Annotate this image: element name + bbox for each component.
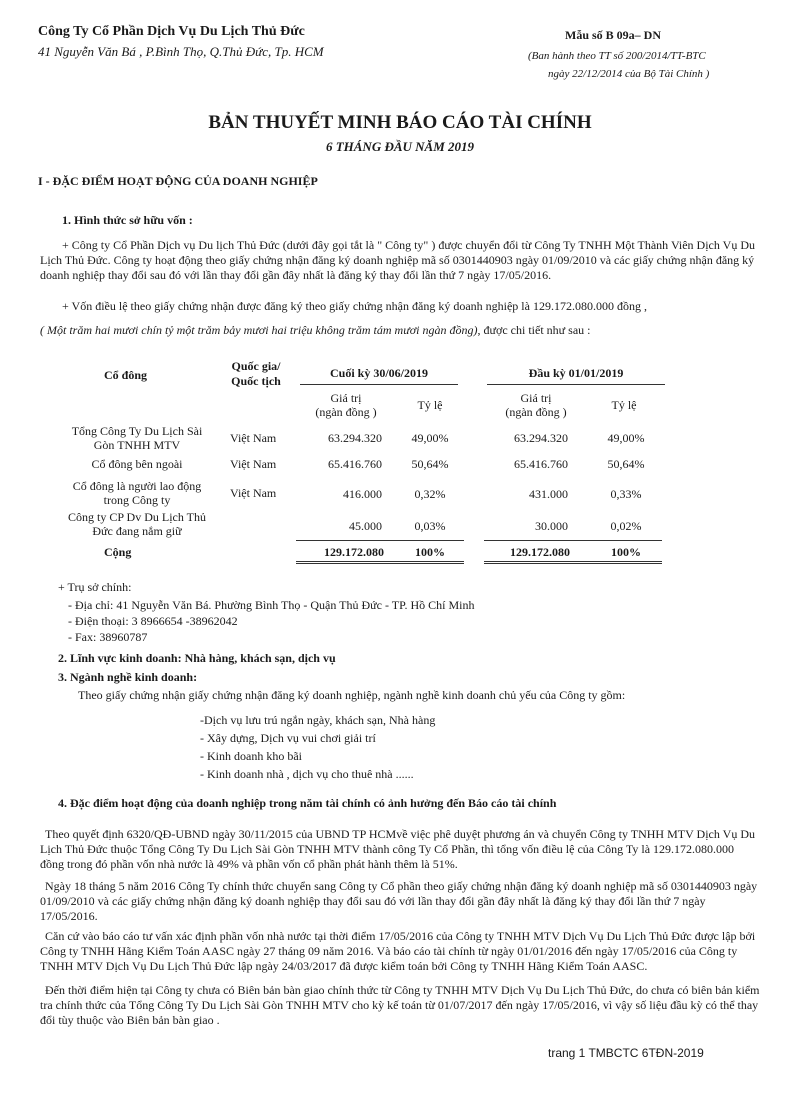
para-line: Lịch Thủ Đức thuộc Tổng Công Ty Du Lịch Sài Gòn TNHH MTV thành công Ty Cổ Phần, thì tổng vốn điều lệ của Công Ty là 129.172.080.000: [40, 842, 735, 856]
total-label: Cộng: [104, 545, 132, 559]
sub-value-1: Giá trị: [520, 391, 552, 405]
col-begin-underline: [487, 384, 665, 385]
table-row-end-ratio: 0,32%: [414, 487, 446, 501]
para-line: 17/05/2016.: [40, 909, 98, 923]
capital-detail-note: , được chi tiết như sau :: [477, 323, 591, 337]
table-row-name: Công ty CP Dv Du Lịch Thủ: [67, 510, 206, 524]
table-row-end-value: 45.000: [349, 519, 382, 533]
page-title: BẢN THUYẾT MINH BÁO CÁO TÀI CHÍNH: [208, 112, 592, 133]
para-line: Căn cứ vào báo cáo tư vấn xác định phần vốn nhà nước tại thời điểm 17/05/2016 của Công ty TNHH MTV Dịch Vụ Du Lịch Thủ Đức được lập bởi: [45, 929, 756, 943]
company-address: 41 Nguyễn Văn Bá , P.Bình Thọ, Q.Thủ Đức, Tp. HCM: [38, 44, 324, 59]
total-bottom-rule: [484, 561, 662, 564]
para-line: đổi tùy thuộc vào Biên bản bàn giao .: [40, 1013, 220, 1027]
ownership-heading: 1. Hình thức sở hữu vốn :: [62, 213, 193, 227]
office-phone: - Điện thoại: 3 8966654 -38962042: [68, 614, 238, 628]
table-row-begin-ratio: 49,00%: [607, 431, 645, 445]
col-begin-period: Đầu kỳ 01/01/2019: [528, 366, 624, 380]
sub-value-1: Giá trị: [330, 391, 362, 405]
table-row-end-ratio: 49,00%: [411, 431, 449, 445]
para-line: Công ty TNHH Hãng Kiểm Toán AASC ngày 27 tháng 09 năm 2016. Và báo cáo tài chính từ ngày 01/01/2016 đến ngày 17/05/2016 của Công ty: [40, 944, 738, 958]
total-bottom-rule: [296, 561, 464, 564]
list-item: - Kinh doanh kho bãi: [200, 749, 302, 763]
office-address: - Địa chỉ: 41 Nguyễn Văn Bá. Phường Bình Thọ - Quận Thủ Đức - TP. Hồ Chí Minh: [68, 598, 475, 612]
table-row-end-ratio: 50,64%: [411, 457, 449, 471]
table-row-end-value: 63.294.320: [328, 431, 382, 445]
total-begin-ratio: 100%: [611, 545, 641, 559]
table-row-begin-value: 63.294.320: [514, 431, 568, 445]
table-row-name: Gòn TNHH MTV: [93, 438, 181, 452]
page-footer: trang 1 TMBCTC 6TĐN-2019: [548, 1046, 704, 1060]
para-line: Đến thời điểm hiện tại Công ty chưa có Biên bản bàn giao chính thức từ Công ty TNHH MTV Dịch Vụ Du Lịch Thủ Đức, do chưa có biên bản kiểm: [45, 983, 760, 997]
section-4-heading: 4. Đặc điểm hoạt động của doanh nghiệp trong năm tài chính có ảnh hưởng đến Báo cáo tài chính: [58, 796, 557, 810]
table-row-name: Tổng Công Ty Du Lịch Sài: [71, 424, 203, 438]
col-country-2: Quốc tịch: [231, 374, 281, 388]
business-field: 2. Lĩnh vực kinh doanh: Nhà hàng, khách sạn, dịch vụ: [58, 651, 336, 665]
table-row-begin-value: 431.000: [529, 487, 568, 501]
charter-capital-words: [40, 323, 590, 338]
total-end-ratio: 100%: [415, 545, 445, 559]
para-line: 01/09/2010 và các giấy chứng nhận đăng ký doanh nghiệp thay đổi sau đó với lần thay đổi gần đây nhất là đăng ký thay đổi lần thứ 7 ngày: [40, 894, 706, 908]
capital-in-words: ( Một trăm hai mươi chín tỷ một trăm bảy mươi hai triệu không trăm tám mươi ngàn đồng): [40, 323, 478, 337]
list-item: -Dịch vụ lưu trú ngắn ngày, khách sạn, Nhà hàng: [200, 713, 436, 727]
office-fax: - Fax: 38960787: [68, 630, 148, 644]
issued-note-2: ngày 22/12/2014 của Bộ Tài Chính ): [548, 68, 710, 80]
business-lines-intro: Theo giấy chứng nhận giấy chứng nhận đăng ký doanh nghiệp, ngành nghề kinh doanh chủ yếu của Công ty gồm:: [78, 688, 626, 702]
ownership-para-line: + Công ty Cổ Phần Dịch vụ Du lịch Thủ Đức (dưới đây gọi tắt là " Công ty" ) được chuyển đổi từ Công Ty TNHH Một Thành Viên Dịch Vụ Du: [62, 238, 755, 252]
col-country-1: Quốc gia/: [231, 359, 281, 373]
table-row-country: Việt Nam: [230, 457, 277, 471]
table-row-country: Việt Nam: [230, 486, 277, 500]
table-row-begin-value: 30.000: [535, 519, 568, 533]
para-line: Ngày 18 tháng 5 năm 2016 Công Ty chính thức chuyển sang Công ty Cổ phần theo giấy chứng nhận đăng ký doanh nghiệp mã số 0301440903 ngày: [45, 879, 758, 893]
sub-ratio: Tỷ lệ: [417, 398, 443, 412]
business-lines-heading: 3. Ngành nghề kinh doanh:: [58, 670, 198, 684]
para-line: Theo quyết định 6320/QĐ-UBND ngày 30/11/2015 của UBND TP HCMvề việc phê duyệt phương án và chuyển Công ty TNHH MTV Dịch Vụ Du: [45, 827, 755, 841]
sub-value-2: (ngàn đồng ): [505, 405, 567, 419]
para-line: tra chính thức của Tổng Công Ty Du Lịch Sài Gòn TNHH MTV cho kỳ kế toán từ 01/07/2017 đến ngày 17/05/2016, vì vậy số liệu đầu kỳ có thể thay: [40, 998, 759, 1012]
col-end-period: Cuối kỳ 30/06/2019: [329, 366, 428, 380]
list-item: - Kinh doanh nhà , dịch vụ cho thuê nhà ......: [200, 767, 414, 781]
table-row-name: Đức đang nắm giữ: [92, 524, 182, 538]
table-row-begin-ratio: 50,64%: [607, 457, 645, 471]
para-line: TNHH MTV Dịch Vụ Du Lịch Thủ Đức lập ngày 24/03/2017 đã được kiểm toán bởi Công ty TNHH Hãng Kiểm Toán AASC.: [40, 959, 648, 973]
table-row-begin-ratio: 0,02%: [610, 519, 642, 533]
issued-note-1: (Ban hành theo TT số 200/2014/TT-BTC: [528, 50, 706, 62]
total-begin-value: 129.172.080: [510, 545, 570, 559]
table-row-end-ratio: 0,03%: [414, 519, 446, 533]
col-shareholder: Cổ đông: [104, 368, 148, 382]
charter-capital-line: + Vốn điều lệ theo giấy chứng nhận được đăng ký theo giấy chứng nhận đăng ký doanh nghiệp là 129.172.080.000 đồng ,: [62, 299, 647, 313]
table-row-begin-value: 65.416.760: [514, 457, 568, 471]
table-row-end-value: 416.000: [343, 487, 382, 501]
ownership-para-line: doanh nghiệp thay đổi sau đó với lần thay đổi gần đây nhất là đăng ký thay đổi lần thứ 7 ngày 17/05/2016.: [40, 268, 552, 282]
list-item: - Xây dựng, Dịch vụ vui chơi giải trí: [200, 731, 376, 745]
table-row-end-value: 65.416.760: [328, 457, 382, 471]
table-row-name: Cổ đông bên ngoài: [91, 457, 183, 471]
total-top-rule: [484, 540, 662, 541]
office-heading: + Trụ sở chính:: [58, 580, 132, 594]
table-row-name: trong Công ty: [103, 493, 171, 507]
section-1-heading: I - ĐẶC ĐIỂM HOẠT ĐỘNG CỦA DOANH NGHIỆP: [38, 174, 318, 188]
sub-ratio: Tỷ lệ: [611, 398, 637, 412]
form-number: Mẫu số B 09a– DN: [565, 28, 662, 42]
page-subtitle: 6 THÁNG ĐẦU NĂM 2019: [325, 139, 475, 154]
ownership-para-line: Lịch Thủ Đức. Công ty hoạt động theo giấy chứng nhận đăng ký doanh nghiệp mã số 0301440903 ngày 01/09/2010 và các giấy chứng nhận đăng ký: [40, 253, 755, 267]
table-row-country: Việt Nam: [230, 431, 277, 445]
para-line: đồng trong đó phần vốn nhà nước là 49% và phần vốn cổ phần phát hành thêm là 51%.: [40, 857, 458, 871]
sub-value-2: (ngàn đồng ): [315, 405, 377, 419]
total-top-rule: [296, 540, 464, 541]
company-name: Công Ty Cổ Phần Dịch Vụ Du Lịch Thủ Đức: [38, 24, 305, 39]
col-end-underline: [300, 384, 458, 385]
table-row-begin-ratio: 0,33%: [610, 487, 642, 501]
total-end-value: 129.172.080: [324, 545, 384, 559]
table-row-name: Cổ đông là người lao động: [72, 479, 202, 493]
